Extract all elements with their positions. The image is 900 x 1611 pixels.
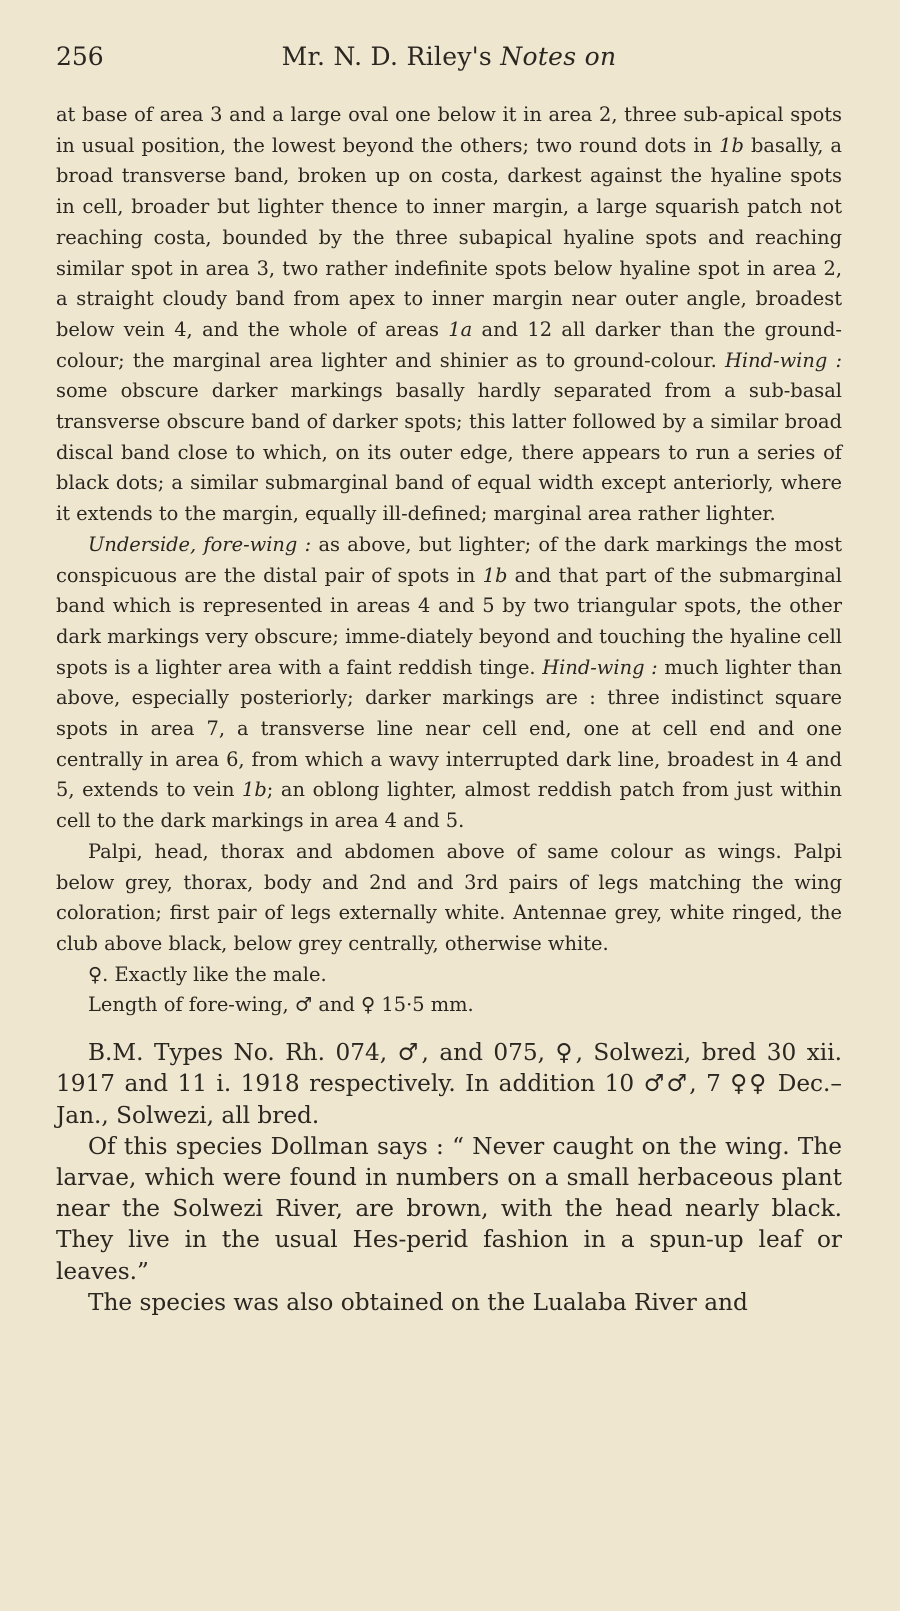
text-run: at base of area 3 and a large oval one below it in area 2, three sub-apical spots in usual position, the lowest beyond the others; two round dots in: [56, 103, 842, 157]
text-run: some obscure darker markings basally hardly separated from a sub-basal transverse obscure band of darker spots; this latter followed by a similar broad discal band close to which, on its outer edge, there appears to run a series of black dots; a similar submarginal band of equal width except anteriorly, where it extends to the margin, equally ill-defined; marginal area rather lighter.: [56, 379, 842, 526]
text-run: much lighter than above, especially posteriorly; darker markings are : three indistinct square spots in area 7, a transverse line near cell end, one at cell end and one centrally in area 6, from which a wavy interrupted dark line, broadest in 4 and 5, extends to vein: [56, 655, 843, 802]
paragraph-length: Length of fore-wing, ♂ and ♀ 15·5 mm.: [88, 993, 474, 1017]
text-run-italic: Hind-wing :: [542, 655, 658, 679]
page-number: 256: [56, 42, 104, 71]
text-run-italic: Hind-wing :: [725, 348, 842, 372]
paragraph-female: ♀. Exactly like the male.: [88, 962, 327, 986]
text-run: and that part of the submarginal band which is represented in areas 4 and 5 by two triangular spots, the other dark markings very obscure; imme-diately beyond and touching the hyaline cell spots is a lighter area with a faint reddish tinge.: [56, 563, 842, 679]
types-text: [56, 1037, 842, 1318]
paragraph-underside: [56, 530, 842, 837]
paragraph-upperside: [56, 100, 842, 530]
running-header: [56, 38, 842, 78]
text-run: as above, but lighter; of the dark markings the most conspicuous are the distal pair of spots in: [56, 532, 843, 587]
description-text: [56, 100, 842, 1021]
paragraph-dollman-quote: Of this species Dollman says : “ Never caught on the wing. The larvae, which were found in numbers on a small herbaceous plant near the Solwezi River, are brown, with the head nearly black. They live in the usual Hes-perid fashion in a spun-up leaf or leaves.”: [56, 1132, 842, 1285]
paragraph-types: B.M. Types No. Rh. 074, ♂, and 075, ♀, Solwezi, bred 30 xii. 1917 and 11 i. 1918 respectively. In addition 10 ♂♂, 7 ♀♀ Dec.–Jan., Solwezi, all bred.: [56, 1039, 842, 1129]
running-head-author: Mr. N. D. Riley's: [281, 42, 493, 71]
page: [56, 38, 842, 1318]
running-head-title: Notes on: [500, 42, 617, 71]
text-run-italic: Underside, fore-wing :: [88, 532, 312, 556]
text-run: ; an oblong lighter, almost reddish patch from just within cell to the dark markings in area 4 and 5.: [56, 778, 842, 833]
text-run-italic: 1b: [242, 778, 267, 802]
text-run: basally, a broad transverse band, broken up on costa, darkest against the hyaline spots in cell, broader but lighter thence to inner margin, a large squarish patch not reaching costa, bounded by the three subapical hyaline spots and reaching similar spot in area 3, two rather indefinite spots below hyaline spot in area 2, a straight cloudy band from apex to inner margin near outer angle, broadest below vein 4, and the whole of areas: [56, 133, 842, 341]
text-run-italic: 1b: [719, 133, 744, 157]
running-head: [56, 42, 842, 71]
text-run-italic: 1b: [482, 563, 508, 587]
paragraph-lualaba: The species was also obtained on the Lualaba River and: [88, 1288, 748, 1316]
text-run-italic: 1a: [448, 317, 473, 341]
paragraph-body: Palpi, head, thorax and abdomen above of same colour as wings. Palpi below grey, thorax, body and 2nd and 3rd pairs of legs matching the wing coloration; first pair of legs externally white. Antennae grey, white ringed, the club above black, below grey centrally, otherwise white.: [56, 839, 842, 955]
text-run: and 12 all darker than the ground-colour; the marginal area lighter and shinier as to ground-colour.: [56, 317, 842, 372]
